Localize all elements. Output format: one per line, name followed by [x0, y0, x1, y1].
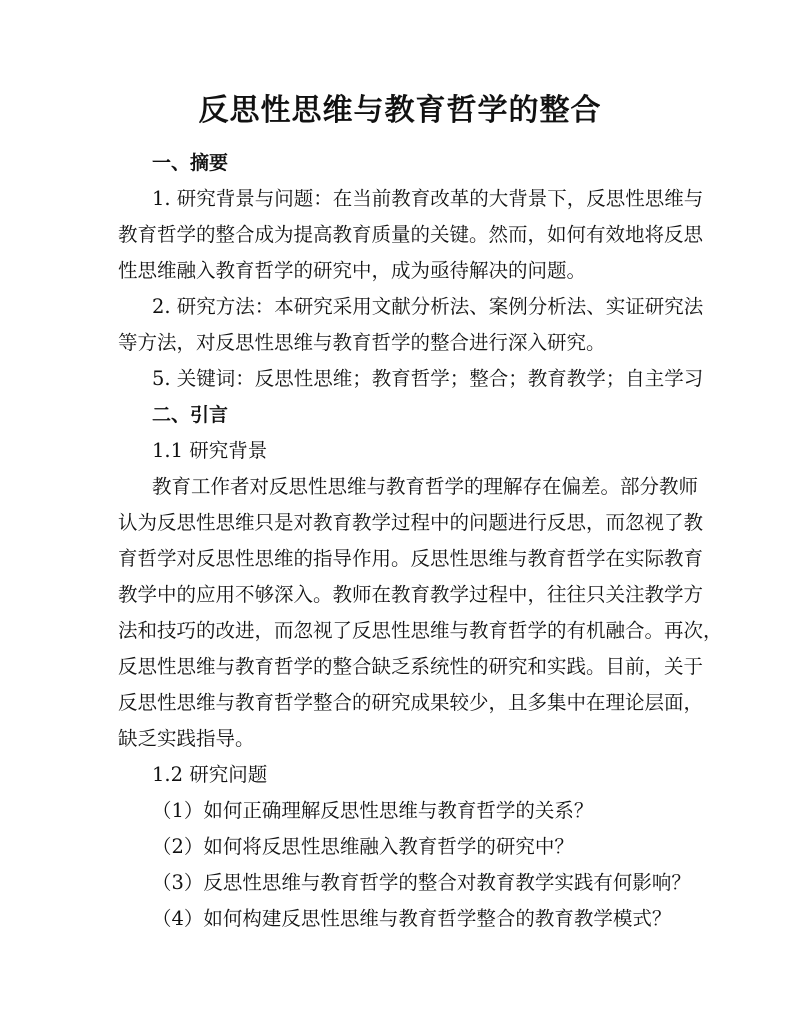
section-heading-introduction: 二、引言	[152, 404, 229, 426]
subsection-heading-questions: 1.2 研究问题	[152, 763, 268, 786]
abstract-item-2-line-2: 等方法，对反思性思维与教育哲学的整合进行深入研究。	[118, 331, 606, 354]
abstract-item-1-line-1: 1. 研究背景与问题：在当前教育改革的大背景下，反思性思维与	[152, 187, 704, 210]
background-para-line-8: 缺乏实践指导。	[118, 727, 255, 750]
background-para-line-2: 认为反思性思维只是对教育教学过程中的问题进行反思，而忽视了教	[118, 511, 704, 534]
abstract-keywords: 5. 关键词：反思性思维；教育哲学；整合；教育教学；自主学习	[152, 367, 704, 390]
abstract-item-1-line-2: 教育哲学的整合成为提高教育质量的关键。然而，如何有效地将反思	[118, 223, 704, 246]
research-question-1: （1）如何正确理解反思性思维与教育哲学的关系？	[152, 799, 594, 822]
abstract-item-1-line-3: 性思维融入教育哲学的研究中，成为亟待解决的问题。	[118, 259, 587, 282]
subsection-heading-background: 1.1 研究背景	[152, 439, 268, 462]
section-heading-abstract: 一、摘要	[152, 152, 229, 174]
document-title: 反思性思维与教育哲学的整合	[198, 93, 602, 128]
background-para-line-3: 育哲学对反思性思维的指导作用。反思性思维与教育哲学在实际教育	[118, 547, 704, 570]
background-para-line-4: 教学中的应用不够深入。教师在教育教学过程中，往往只关注教学方	[118, 583, 704, 606]
background-para-line-6: 反思性思维与教育哲学的整合缺乏系统性的研究和实践。目前，关于	[118, 655, 704, 678]
research-question-2: （2）如何将反思性思维融入教育哲学的研究中？	[152, 835, 574, 858]
abstract-item-2-line-1: 2. 研究方法：本研究采用文献分析法、案例分析法、实证研究法	[152, 295, 704, 318]
research-question-4: （4）如何构建反思性思维与教育哲学整合的教育教学模式？	[152, 907, 672, 930]
research-question-3: （3）反思性思维与教育哲学的整合对教育教学实践有何影响？	[152, 871, 691, 894]
background-para-line-1: 教育工作者对反思性思维与教育哲学的理解存在偏差。部分教师	[152, 475, 699, 498]
background-para-line-7: 反思性思维与教育哲学整合的研究成果较少，且多集中在理论层面，	[118, 691, 704, 714]
background-para-line-5: 法和技巧的改进，而忽视了反思性思维与教育哲学的有机融合。再次，	[118, 619, 723, 642]
